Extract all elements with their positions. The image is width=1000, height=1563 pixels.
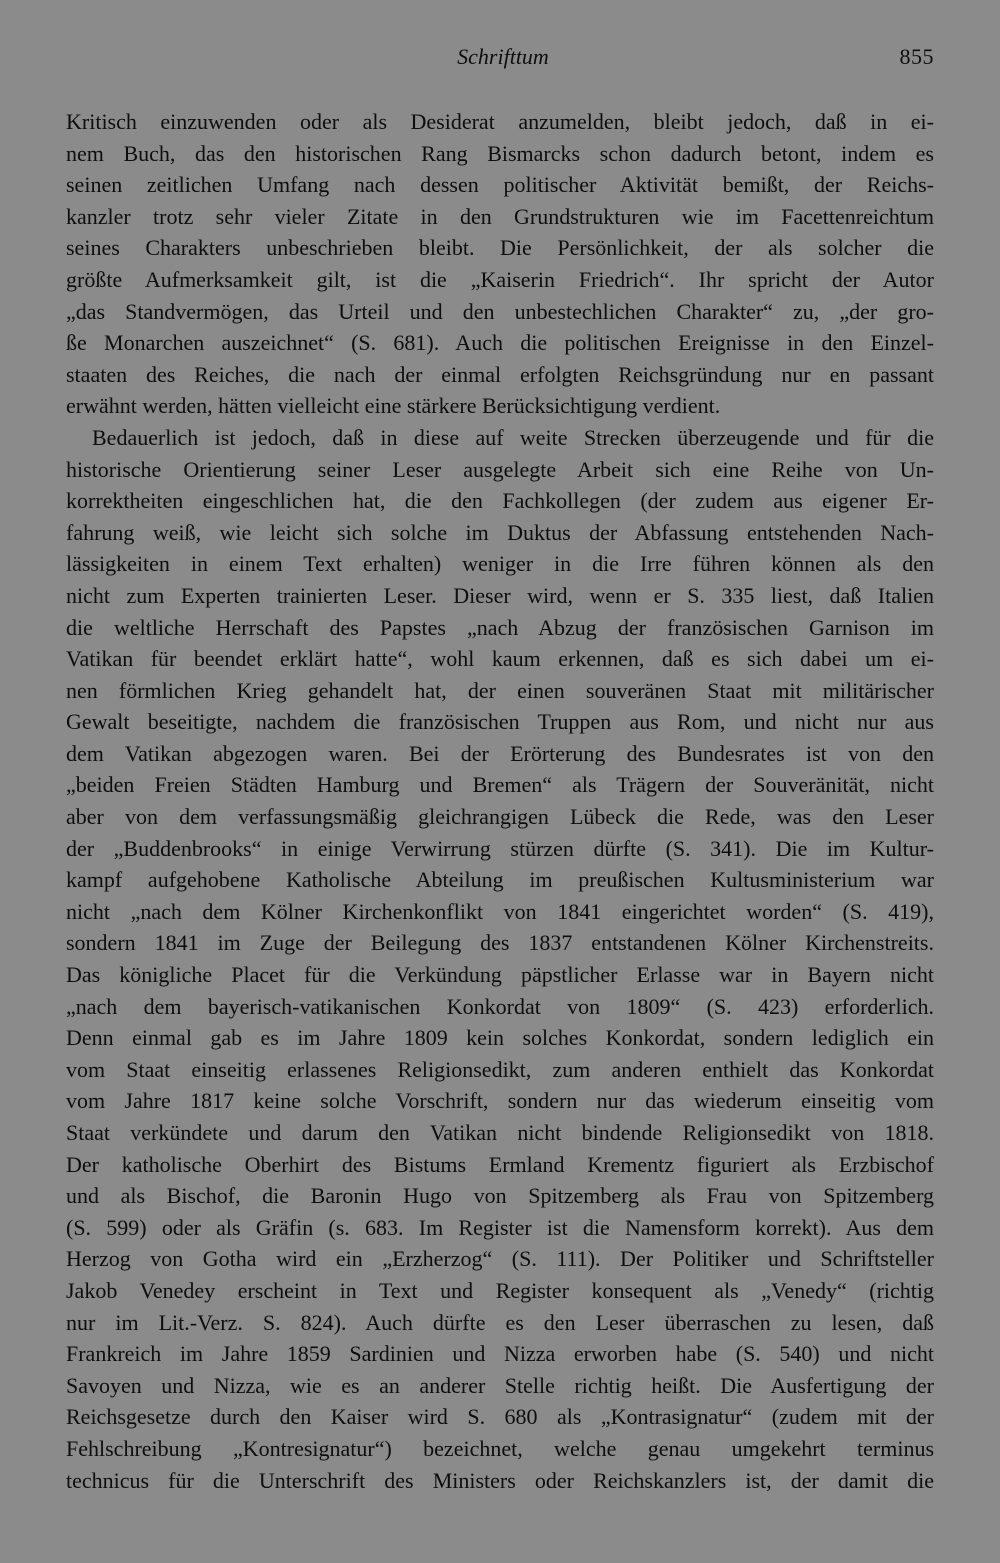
text-line: Der katholische Oberhirt des Bistums Ermland Krementz figuriert als Erzbischof	[66, 1151, 934, 1177]
text-line: Vatikan für beendet erklärt hatte“, wohl kaum erkennen, daß es sich dabei um ei-	[66, 646, 934, 672]
text-line: lässigkeiten in einem Text erhalten) weniger in die Irre führen können als den	[66, 551, 934, 577]
text-line: aber von dem verfassungsmäßig gleichrangigen Lübeck die Rede, was den Leser	[66, 804, 934, 830]
text-line: Reichsgesetze durch den Kaiser wird S. 680 als „Kontrasignatur“ (zudem mit der	[66, 1404, 934, 1430]
text-line: die weltliche Herrschaft des Papstes „nach Abzug der französischen Garnison im	[66, 614, 934, 640]
text-line: kampf aufgehobene Katholische Abteilung im preußischen Kultusministerium war	[66, 867, 934, 893]
paragraph-1	[66, 106, 934, 422]
text-line: erwähnt werden, hätten vielleicht eine stärkere Berücksichtigung verdient.	[66, 393, 721, 419]
body-text	[66, 106, 934, 1496]
page-number: 855	[899, 44, 934, 69]
text-line: kanzler trotz sehr vieler Zitate in den Grundstrukturen wie im Facettenreichtum	[66, 203, 934, 229]
text-line: Staat verkündete und darum den Vatikan nicht bindende Religionsedikt von 1818.	[66, 1120, 934, 1145]
text-line: ße Monarchen auszeichnet“ (S. 681). Auch die politischen Ereignisse in den Einzel-	[66, 330, 934, 356]
text-line: sondern 1841 im Zuge der Beilegung des 1837 entstandenen Kölner Kirchenstreits.	[66, 930, 934, 956]
text-line: seines Charakters unbeschrieben bleibt. Die Persönlichkeit, der als solcher die	[66, 235, 934, 261]
text-line: Fehlschreibung „Kontresignatur“) bezeichnet, welche genau umgekehrt terminus	[66, 1435, 934, 1461]
text-line: Frankreich im Jahre 1859 Sardinien und Nizza erworben habe (S. 540) und nicht	[66, 1341, 934, 1367]
text-line: nicht „nach dem Kölner Kirchenkonflikt von 1841 eingerichtet worden“ (S. 419),	[66, 898, 934, 924]
text-line: „nach dem bayerisch-vatikanischen Konkordat von 1809“ (S. 423) erforderlich.	[66, 993, 934, 1019]
text-line: der „Buddenbrooks“ in einige Verwirrung stürzen dürfte (S. 341). Die im Kultur-	[66, 835, 934, 861]
text-line: vom Staat einseitig erlassenes Religionsedikt, zum anderen enthielt das Konkordat	[66, 1056, 934, 1082]
text-line: „beiden Freien Städten Hamburg und Bremen“ als Trägern der Souveränität, nicht	[66, 772, 934, 798]
text-line: Gewalt beseitigte, nachdem die französischen Truppen aus Rom, und nicht nur aus	[66, 709, 934, 735]
text-line: nen förmlichen Krieg gehandelt hat, der einen souveränen Staat mit militärischer	[66, 677, 934, 703]
text-line: seinen zeitlichen Umfang nach dessen politischer Aktivität bemißt, der Reichs-	[66, 172, 934, 198]
text-line: staaten des Reiches, die nach der einmal erfolgten Reichsgründung nur en passant	[66, 361, 934, 387]
text-line: Jakob Venedey erscheint in Text und Register konsequent als „Venedy“ (richtig	[66, 1277, 934, 1303]
text-line: dem Vatikan abgezogen waren. Bei der Erörterung des Bundesrates ist von den	[66, 740, 934, 766]
text-line: nicht zum Experten trainierten Leser. Dieser wird, wenn er S. 335 liest, daß Italien	[66, 582, 934, 608]
running-title: Schrifttum	[457, 44, 549, 69]
paragraph-2	[66, 422, 934, 1496]
text-line: Bedauerlich ist jedoch, daß in diese auf weite Strecken überzeugende und für die	[92, 424, 934, 450]
text-line: „das Standvermögen, das Urteil und den unbestechlichen Charakter“ zu, „der gro-	[66, 298, 934, 324]
text-line: größte Aufmerksamkeit gilt, ist die „Kaiserin Friedrich“. Ihr spricht der Autor	[66, 266, 934, 292]
text-line: historische Orientierung seiner Leser ausgelegte Arbeit sich eine Reihe von Un-	[66, 456, 934, 482]
text-line: Herzog von Gotha wird ein „Erzherzog“ (S. 111). Der Politiker und Schriftsteller	[66, 1246, 934, 1272]
text-line: vom Jahre 1817 keine solche Vorschrift, sondern nur das wiederum einseitig vom	[66, 1088, 934, 1114]
text-line: korrektheiten eingeschlichen hat, die den Fachkollegen (der zudem aus eigener Er-	[66, 488, 934, 514]
text-line: (S. 599) oder als Gräfin (s. 683. Im Register ist die Namensform korrekt). Aus dem	[66, 1214, 934, 1240]
text-line: Savoyen und Nizza, wie es an anderer Stelle richtig heißt. Die Ausfertigung der	[66, 1372, 934, 1398]
text-line: Denn einmal gab es im Jahre 1809 kein solches Konkordat, sondern lediglich ein	[66, 1025, 934, 1051]
text-line: und als Bischof, die Baronin Hugo von Spitzemberg als Frau von Spitzemberg	[66, 1183, 934, 1209]
text-line: Das königliche Placet für die Verkündung päpstlicher Erlasse war in Bayern nicht	[66, 962, 934, 988]
text-line: technicus für die Unterschrift des Ministers oder Reichskanzlers ist, der damit die	[66, 1467, 934, 1493]
text-line: fahrung weiß, wie leicht sich solche im Duktus der Abfassung entstehenden Nach-	[66, 519, 934, 545]
text-line: Kritisch einzuwenden oder als Desiderat anzumelden, bleibt jedoch, daß in ei-	[66, 109, 934, 134]
text-line: nur im Lit.-Verz. S. 824). Auch dürfte es den Leser überraschen zu lesen, daß	[66, 1309, 934, 1335]
text-line: nem Buch, das den historischen Rang Bismarcks schon dadurch betont, indem es	[66, 140, 934, 166]
